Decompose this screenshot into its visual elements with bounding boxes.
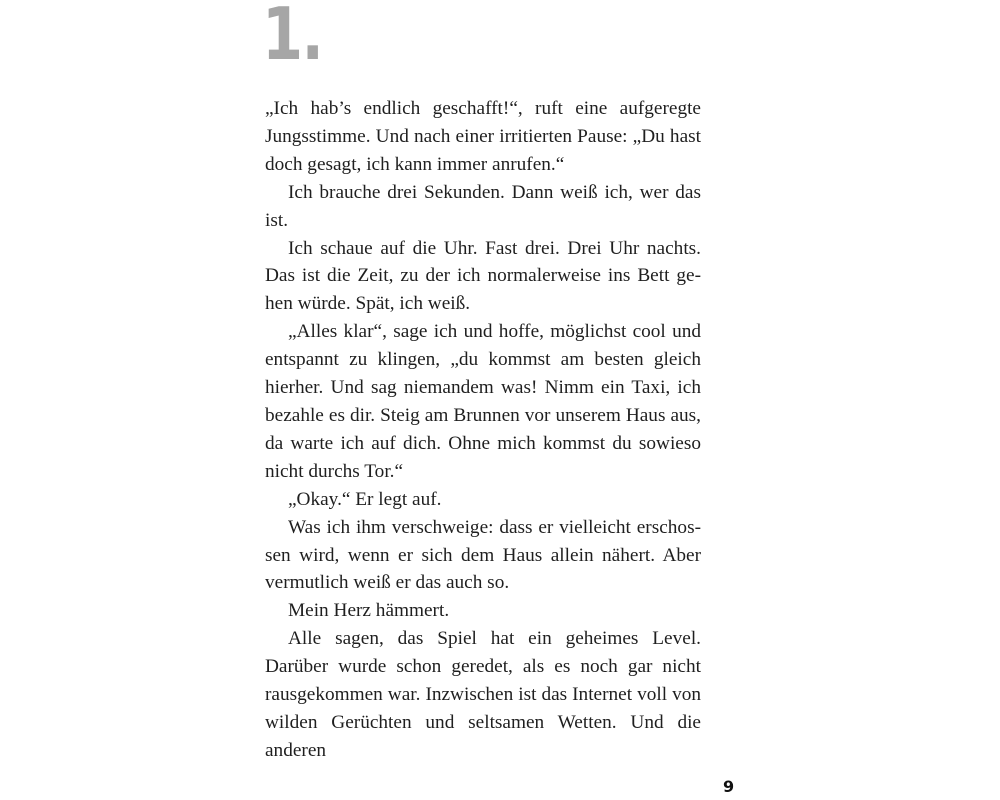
chapter-body-text [265,95,701,765]
paragraph: Ich schaue auf die Uhr. Fast drei. Drei Uhr nachts. Das ist die Zeit, zu der ich normalerweise ins Bett gehen würde. Spät, ich weiß. [265,237,701,315]
paragraph: Alle sagen, das Spiel hat ein geheimes Level. Darüber wurde schon geredet, als es noch gar nicht rausgekommen war. Inzwischen ist das Internet voll von wilden Gerüchten und seltsamen Wetten. Und die anderen [265,628,701,761]
page-number: 9 [723,777,735,796]
paragraph: „Ich hab’s endlich geschafft!“, ruft eine aufgeregte Jungsstimme. Und nach einer irritierten Pause: „Du hast doch gesagt, ich kann immer anrufen.“ [265,98,701,175]
paragraph: „Okay.“ Er legt auf. [288,488,442,510]
paragraph: Mein Herz hämmert. [288,600,450,622]
paragraph: Was ich ihm verschweige: dass er vielleicht erschossen wird, wenn er sich dem Haus allein nähert. Aber vermutlich weiß er das auch so. [265,516,701,594]
chapter-number: 1. [262,0,323,76]
paragraph: „Alles klar“, sage ich und hoffe, möglichst cool und entspannt zu klingen, „du kommst am besten gleich hierher. Und sag niemandem was! Nimm ein Taxi, ich bezahle es dir. Steig am Brunnen vor unserem Haus aus, da warte ich auf dich. Ohne mich kommst du sowieso nicht durchs Tor.“ [265,321,701,482]
paragraph: Ich brauche drei Sekunden. Dann weiß ich, wer das ist. [265,181,701,231]
